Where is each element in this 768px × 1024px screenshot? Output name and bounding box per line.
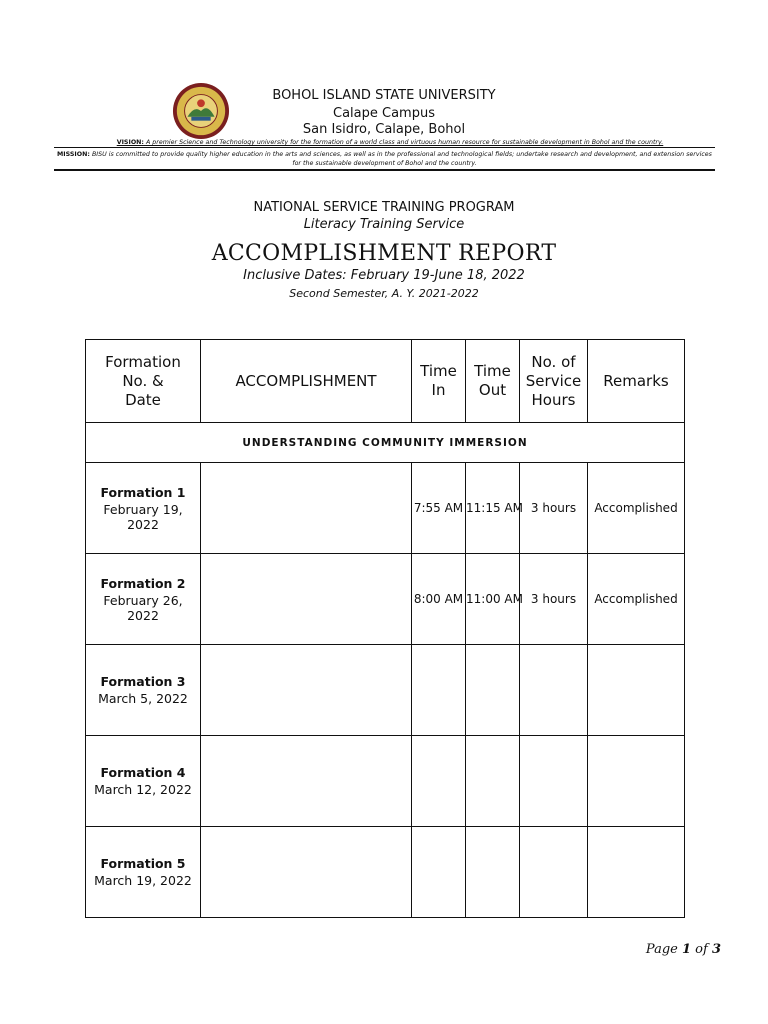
page-number: Page 1 of 3 [645,942,721,957]
table-row [86,827,685,918]
service-hours-cell: 3 hours [520,463,588,554]
time-out-cell [466,645,520,736]
remarks-cell [588,736,685,827]
vision-statement [60,139,720,146]
section-title: UNDERSTANDING COMMUNITY IMMERSION [86,423,685,463]
mission-label: MISSION: [57,151,90,158]
header-divider-bottom [54,169,715,171]
report-title: ACCOMPLISHMENT REPORT [211,241,557,266]
header-remarks: Remarks [588,340,685,423]
formation-date: February 26, 2022 [103,592,183,623]
service-hours-cell [520,645,588,736]
formation-date: March 5, 2022 [98,691,188,706]
formation-name: Formation 3 [100,674,186,689]
table-row [86,645,685,736]
component-name: Literacy Training Service [303,217,465,232]
formation-cell [86,645,201,736]
accomplishment-cell [201,736,412,827]
remarks-cell [588,645,685,736]
mission-text: BISU is committed to provide quality higher education in the arts and sciences, as well as in the professional and technological fields; undertake research and development, and extension services for the sustainable development of Bohol and the country. [91,151,712,167]
mission-statement [54,150,715,168]
formation-date: March 12, 2022 [94,782,192,797]
time-out-cell [466,827,520,918]
semester: Second Semester, A. Y. 2021-2022 [289,287,479,300]
service-hours-cell [520,827,588,918]
program-name: NATIONAL SERVICE TRAINING PROGRAM [253,200,515,215]
header-formation: Formation No. & Date [86,340,201,423]
formation-cell [86,827,201,918]
formation-cell [86,554,201,645]
formation-name: Formation 2 [100,575,186,591]
remarks-cell [588,827,685,918]
time-in-cell: 7:55 AM [412,463,466,554]
time-in-cell [412,827,466,918]
time-in-cell: 8:00 AM [412,554,466,645]
time-out-cell: 11:15 AM [466,463,520,554]
time-in-cell [412,736,466,827]
header-time-in: Time In [412,340,466,423]
accomplishment-cell [201,827,412,918]
inclusive-dates: Inclusive Dates: February 19-June 18, 2022 [243,268,525,283]
formation-name: Formation 5 [100,856,186,871]
formation-name: Formation 4 [100,765,186,780]
formation-cell [86,736,201,827]
formation-date: February 19, 2022 [103,501,183,532]
accomplishment-table [85,339,685,918]
campus-name: Calape Campus [333,106,435,121]
accomplishment-cell [201,645,412,736]
table-row [86,554,685,645]
campus-address: San Isidro, Calape, Bohol [302,122,466,137]
service-hours-cell: 3 hours [520,554,588,645]
time-out-cell: 11:00 AM [466,554,520,645]
remarks-cell: Accomplished [588,554,685,645]
formation-cell [86,463,201,554]
table-row [86,463,685,554]
vision-label: VISION: [116,139,144,146]
time-out-cell [466,736,520,827]
formation-name: Formation 1 [100,484,186,500]
header-divider-top [54,147,715,148]
time-in-cell [412,645,466,736]
header-service-hours: No. of Service Hours [520,340,588,423]
accomplishment-cell [201,463,412,554]
remarks-cell: Accomplished [588,463,685,554]
formation-date: March 19, 2022 [94,873,192,888]
table-header-row [86,340,685,423]
header-time-out: Time Out [466,340,520,423]
university-name: BOHOL ISLAND STATE UNIVERSITY [272,88,496,103]
service-hours-cell [520,736,588,827]
accomplishment-cell [201,554,412,645]
header-accomplishment: ACCOMPLISHMENT [201,340,412,423]
vision-text: A premier Science and Technology university for the formation of a world class and virtuous human resource for sustainable development in Bohol and the country. [145,139,664,146]
section-row [86,423,685,463]
table-row [86,736,685,827]
